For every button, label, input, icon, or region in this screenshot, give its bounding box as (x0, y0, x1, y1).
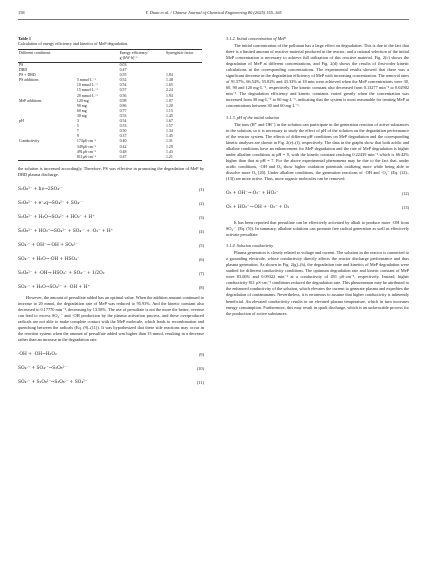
cell-energy-efficiency: 0.47 (119, 68, 127, 73)
equation-number: (1) (198, 186, 204, 192)
cell-energy-efficiency: 0.53 (119, 113, 127, 118)
cell-level: 20 mmol·L⁻¹ (76, 93, 98, 98)
cell-level: 90 mg (76, 103, 87, 108)
table-row (18, 155, 202, 161)
cell-level: 60 mg (76, 108, 87, 113)
equation-expr: O₃ + HO₂⁻→·OH + ·O₂⁻ + O₂ (226, 204, 290, 210)
cell-synergistic-factor: 1.84 (166, 73, 173, 78)
equation-1 (18, 183, 204, 197)
equation-number: (6) (198, 256, 204, 262)
left-column (18, 36, 204, 390)
cell-energy-efficiency: 0.53 (119, 124, 127, 129)
equation-number: (4) (198, 228, 204, 234)
cell-energy-efficiency: 0.98 (119, 98, 127, 103)
section-heading-conductivity: 3.1.4. Solution conductivity (226, 243, 274, 249)
energy-efficiency-table (18, 49, 202, 161)
cell-synergistic-factor: 1.94 (166, 93, 173, 98)
equation-expr: S₂O₈²⁻ + hν→2SO₄·⁻ (18, 186, 63, 192)
equation-expr: SO₄·⁻ + H₂O→·OH + HSO₄⁻ (18, 256, 80, 262)
equation-number: (5) (198, 242, 204, 248)
section-heading-initial-concentration: 3.1.2. Initial concentration of MeP (226, 36, 286, 41)
cell-level: 349μS·cm⁻¹ (76, 144, 97, 149)
equation-expr: S₂O₈²⁻ + H₂O→SO₄²⁻ + HO₂⁻ + H⁺ (18, 214, 95, 220)
cell-condition: PS + DBD (19, 73, 36, 78)
page-number: 158 (18, 10, 25, 15)
cell-synergistic-factor: 1.43 (166, 149, 173, 154)
equation-11 (18, 376, 204, 390)
equation-6 (18, 253, 204, 267)
cell-condition: Conductivity (19, 139, 40, 144)
cell-condition: MeP additions (19, 98, 42, 103)
table-body (18, 63, 202, 161)
cell-synergistic-factor: 1.45 (166, 113, 173, 118)
cell-level: 10 mmol·L⁻¹ (76, 83, 98, 88)
col-header-sub (76, 49, 119, 62)
equation-expr: SO₄·⁻ + OH⁻→·OH + SO₄²⁻ (18, 242, 78, 248)
cell-energy-efficiency: 0.54 (119, 83, 127, 88)
cell-level: 5 mmol·L⁻¹ (76, 78, 96, 83)
section-body-ph: The ions (H⁺ and OH⁻) in the solution can participate in the generation reaction of active substances in the solution, so it is necessary to study the effect of pH of the solution on the degradation performance of the reactor system. The effects of different pH conditions on MeP degradation and the corresponding kinetic analyses are shown in Fig. 2(e)–(f), respectively. The data in the graphs show that both acidic and alkaline conditions have an enhancement for MeP degradation and the rate of MeP degradation is higher under alkaline conditions at pH = 9, with the kinetic constant reaching 0.22439 min⁻¹ which is 66.42% higher than that at pH = 7. For the above experimental phenomena may be due to the fact that, under acidic conditions, ·OH and O₃ show higher oxidation potentials oxidizing more while being able to dissolve more O₃ [20]. Under alkaline conditions, the generation reactions of ·OH and ·O₂⁻ (Eq. (12)–(13)) are more active. Thus, more organic molecules can be removed. (226, 121, 409, 181)
equation-expr: S₂O₈²⁻ + HO₂⁻→SO₄²⁻ + SO₄·⁻ + ·O₂⁻ + H⁺ (18, 228, 114, 234)
cell-energy-efficiency: 0.55 (119, 73, 127, 78)
left-paragraph-2: However, the amount of persulfate added has an optimal value. When the addition amount continued to increase to 20 mmol, the degradation rate of MeP was reduced to 95.93%. And the kinetic constant also decreased to 0.17770 min⁻¹, decreasing by 13.58%. The use of persulfate is not the more the better; overuse can lead to excess SO₄·⁻ and ·OH production by the plasma activation process, and these overproduced radicals are not able to make complete contact with the MeP molecule, which leads to recombination and quenching between the radicals (Eq. (9)–(11)). It was hypothesized that these side reactions may occur in the reaction system when the amount of persulfate added was higher than 15 mmol, resulting in a decrease rather than an increase in the degradation rate. (18, 294, 204, 343)
cell-synergistic-factor: 1.15 (166, 108, 173, 113)
cell-synergistic-factor: 1.20 (166, 103, 173, 108)
equation-13 (226, 201, 409, 215)
col-header-synergy: Synergistic factor (165, 49, 202, 62)
equation-number: (12) (401, 190, 409, 196)
cell-energy-efficiency: 0.77 (119, 108, 127, 113)
equation-8 (18, 281, 204, 295)
equation-number: (8) (198, 284, 204, 290)
equation-number: (13) (401, 204, 409, 210)
equation-10 (18, 362, 204, 376)
cell-level: 15 mmol·L⁻¹ (76, 88, 98, 93)
cell-synergistic-factor: 1.21 (165, 155, 202, 161)
equation-number: (11) (197, 380, 204, 386)
cell-synergistic-factor: 1.07 (166, 98, 173, 103)
cell-synergistic-factor: 1.34 (166, 129, 173, 134)
cell-energy-efficiency: 0.54 (119, 119, 127, 124)
section-heading-ph: 3.1.3. pH of the initial solution (226, 114, 279, 120)
cell-synergistic-factor: 1.31 (166, 139, 173, 144)
section-body-conductivity: Plasma generation is closely related to voltage and current. The solution in the reactor is connected to a grounding electrode, whose conductivity directly affects the reactor discharge performance and thus plasma generation. As shown in Fig. 2(g)–(h), the degradation rate and kinetics of MeP degradation were studied for different conductivity conditions. The optimum degradation rate and kinetic constant of MeP were 83.66% and 0.09322 min⁻¹ at a conductivity of 491 μS·cm⁻¹, respectively. Instead, higher conductivity 811 μS·cm⁻¹ conditions reduced the degradation rate. This phenomenon may be attributed to the enhanced conductivity of the solution, which elevates the current to generate plasma and expedites the degradation of contaminants. Nevertheless, it is erroneous to assume that higher conductivity is inherently beneficial. An elevated conductivity results in an elevated plasma temperature, which in turn increases energy consumption. Furthermore, this may result in spark discharge, which is an unfavorable process for the production of active substances. (226, 250, 409, 316)
table-title: Calculation of energy efficiency and kinetics of MeP degradation. (18, 41, 129, 47)
equation-expr: O₃ + OH⁻→·O₂⁻ + HO₂⁻ (226, 190, 279, 196)
cell-energy-efficiency: 0.37 (119, 134, 127, 139)
equation-number: (10) (196, 366, 204, 372)
equation-expr: ·OH + ·OH→H₂O₂ (18, 352, 57, 358)
cell-synergistic-factor: 1.67 (166, 119, 173, 124)
cell-energy-efficiency: 0.40 (119, 139, 127, 144)
cell-level: 811μS·cm⁻¹ (76, 155, 119, 161)
cell-condition (18, 155, 76, 161)
equation-number: (7) (198, 270, 204, 276)
equation-3 (18, 211, 204, 225)
cell-synergistic-factor: 1.48 (166, 78, 173, 83)
journal-citation: Y. Duan et al. / Chinese Journal of Chemical Engineering 80 (2025) 155–165 (145, 10, 282, 15)
equation-expr: SO₄·⁻ + S₂O₈²⁻→S₂O₈·⁻ + SO₄²⁻ (18, 380, 88, 386)
cell-energy-efficiency: 0.42 (119, 144, 127, 149)
cell-energy-efficiency: 0.86 (119, 103, 127, 108)
right-column (226, 36, 409, 317)
cell-level: 7 (76, 129, 79, 134)
col-header-energy: Energy efficiency/ g·(kW·h)⁻¹ (119, 49, 165, 62)
cell-level: 30 mg (76, 113, 87, 118)
cell-energy-efficiency: 0.47 (119, 155, 165, 161)
cell-level: 120 mg (76, 98, 89, 103)
cell-level: 5 (76, 124, 79, 129)
cell-energy-efficiency: 0.56 (119, 93, 127, 98)
cell-condition: pH (19, 119, 24, 124)
equation-7 (18, 267, 204, 281)
left-paragraph-1: the solution is increased accordingly. Therefore, PS was effective in promoting the degradation of MeP by DBD plasma discharge. (18, 165, 204, 177)
cell-energy-efficiency: 0.48 (119, 149, 127, 154)
col-header-conditions: Different conditions (18, 49, 76, 62)
section-body-initial-concentration: The initial concentration of the pollutant has a large effect on degradation. This is due to the fact that there is a limited amount of reactive material produced in the reactor, and a rational selection of the initial MeP concentration is necessary to achieve full utilization of this reactive material. Fig. 2(c) shows the degradation of MeP at different concentrations, and Fig. 2(d) shows the results of first-order kinetic calculations at the corresponding concentrations. The experimental results showed that there was a significant decrease in the degradation efficiency of MeP with increasing concentration. The removal rates of 91.57%, 66.54%, 55.82% and 43.33% at 18 min were achieved when the MeP concentrations were 30, 60, 90 and 120 mg·L⁻¹, respectively. The kinetic constant also decreased from 0.13277 min⁻¹ to 0.02902 min⁻¹. The degradation efficiency and kinetic constants varied greatly when the concentration was increased from 30 mg·L⁻¹ to 60 mg·L⁻¹, indicating that the system is most reasonable for treating MeP at concentrations between 30 and 60 mg·L⁻¹. (226, 43, 409, 109)
paragraph-persulfate-alkali: It has been reported that persulfate can be effectively activated by alkali to produce more ·OH from SO₄·⁻ (Eq. (5)). In summary, alkaline solutions can promote free radical generation as well as effectively activate persulfate. (226, 219, 409, 238)
cell-energy-efficiency: 0.57 (119, 88, 127, 93)
equation-9 (18, 348, 204, 362)
equation-expr: SO₄·⁻ + SO₄·⁻→S₂O₈²⁻ (18, 366, 67, 372)
cell-energy-efficiency: 0.50 (119, 129, 127, 134)
table-caption (18, 36, 204, 47)
cell-energy-efficiency: 0.52 (119, 78, 127, 83)
equation-12 (226, 187, 409, 201)
equation-number: (9) (198, 352, 204, 358)
cell-synergistic-factor: 1.65 (166, 83, 173, 88)
cell-synergistic-factor: 1.45 (166, 134, 173, 139)
cell-level: 174μS·cm⁻¹ (76, 139, 97, 144)
equation-expr: SO₄·⁻ + H₂O→SO₄²⁻ + ·OH + H⁺ (18, 284, 90, 290)
table-header-row (18, 49, 202, 62)
equation-4 (18, 225, 204, 239)
equation-5 (18, 239, 204, 253)
cell-energy-efficiency: 0.03 (119, 63, 127, 67)
equation-number: (3) (198, 214, 204, 220)
cell-condition: PS (19, 63, 24, 67)
cell-synergistic-factor: 1.57 (166, 124, 173, 129)
cell-level: 3 (76, 119, 79, 124)
table-label: Table 1 (18, 36, 31, 41)
equation-number: (2) (198, 200, 204, 206)
cell-synergistic-factor: 2.24 (166, 88, 173, 93)
cell-level: 9 (76, 134, 79, 139)
cell-level: 491μS·cm⁻¹ (76, 149, 97, 154)
equation-2 (18, 197, 204, 211)
cell-condition: DBD (19, 68, 28, 73)
equation-expr: S₂O₈²⁻ + e⁻ₐq→SO₄²⁻ + SO₄·⁻ (18, 200, 83, 206)
header-rule (18, 19, 409, 20)
cell-condition: PS additions (19, 78, 39, 83)
cell-synergistic-factor: 1.29 (166, 144, 173, 149)
equation-expr: S₂O₈²⁻ + ·OH→·HSO₄⁻ + SO₄·⁻ + 1/2O₂ (18, 270, 105, 276)
